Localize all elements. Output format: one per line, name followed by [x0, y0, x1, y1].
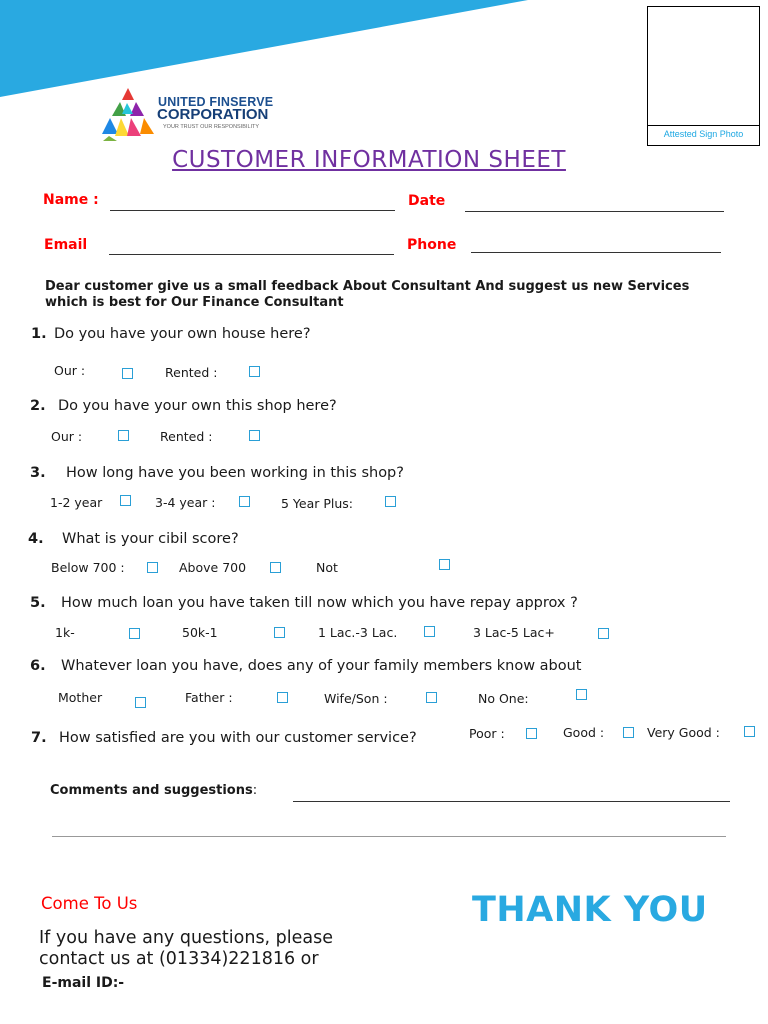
- checkbox[interactable]: [122, 368, 133, 379]
- checkbox[interactable]: [118, 430, 129, 441]
- option-label: Father :: [185, 690, 233, 705]
- email-label: Email: [44, 237, 88, 253]
- checkbox[interactable]: [277, 692, 288, 703]
- option-label: Below 700 :: [51, 560, 125, 575]
- option-label: Good :: [563, 725, 605, 740]
- checkbox[interactable]: [439, 559, 450, 570]
- comments-label: Comments and suggestions:: [50, 783, 258, 798]
- checkbox[interactable]: [426, 692, 437, 703]
- logo-company-suffix: CORPORATION: [157, 106, 269, 123]
- email-id-label: E-mail ID:-: [42, 975, 125, 991]
- option-label: Very Good :: [647, 725, 720, 740]
- option-label: Our :: [54, 363, 86, 378]
- checkbox[interactable]: [129, 628, 140, 639]
- option-label: 1 Lac.-3 Lac.: [318, 625, 398, 640]
- checkbox[interactable]: [239, 496, 250, 507]
- option-label: Not: [316, 560, 338, 575]
- logo-icon: [100, 86, 156, 142]
- checkbox[interactable]: [598, 628, 609, 639]
- checkbox[interactable]: [274, 627, 285, 638]
- date-field[interactable]: [465, 211, 724, 212]
- question-number: 3.: [30, 465, 46, 481]
- question-text: How long have you been working in this shop?: [66, 465, 404, 481]
- option-label: 5 Year Plus:: [281, 496, 354, 511]
- logo-tagline: YOUR TRUST OUR RESPONSIBILITY: [163, 124, 260, 130]
- question-text: How much loan you have taken till now which you have repay approx ?: [61, 595, 578, 611]
- contact-text: If you have any questions, please contact us at (01334)221816 or: [39, 928, 334, 969]
- question-text: Do you have your own house here?: [54, 326, 311, 342]
- thank-you-heading: THANK YOU: [472, 890, 708, 930]
- question-number: 2.: [30, 398, 46, 414]
- question-text: What is your cibil score?: [62, 531, 239, 547]
- come-to-us-heading: Come To Us: [41, 894, 138, 913]
- phone-field[interactable]: [471, 252, 721, 253]
- checkbox[interactable]: [135, 697, 146, 708]
- checkbox[interactable]: [120, 495, 131, 506]
- question-number: 1.: [31, 326, 47, 342]
- option-label: Rented :: [165, 365, 218, 380]
- question-text: Do you have your own this shop here?: [58, 398, 337, 414]
- option-label: 3-4 year :: [155, 495, 216, 510]
- checkbox[interactable]: [576, 689, 587, 700]
- checkbox[interactable]: [249, 430, 260, 441]
- option-label: Our :: [51, 429, 83, 444]
- option-label: No One:: [478, 691, 529, 706]
- comments-field-line-2[interactable]: [52, 836, 726, 837]
- question-number: 6.: [30, 658, 46, 674]
- question-number: 7.: [31, 730, 47, 746]
- checkbox[interactable]: [424, 626, 435, 637]
- checkbox[interactable]: [385, 496, 396, 507]
- question-text: Whatever loan you have, does any of your family members know about: [61, 658, 582, 674]
- checkbox[interactable]: [249, 366, 260, 377]
- name-label: Name :: [43, 192, 99, 208]
- name-field[interactable]: [110, 210, 395, 211]
- intro-text: Dear customer give us a small feedback About Consultant And suggest us new Services which is best for Our Finance Consultant: [45, 279, 690, 310]
- logo-company-name: UNITED FINSERVE: [158, 95, 274, 109]
- photo-caption: Attested Sign Photo: [663, 129, 744, 139]
- option-label: Rented :: [160, 429, 213, 444]
- comments-field-line-1[interactable]: [293, 801, 730, 802]
- page-title: CUSTOMER INFORMATION SHEET: [172, 147, 566, 173]
- checkbox[interactable]: [623, 727, 634, 738]
- option-label: 50k-1: [182, 625, 218, 640]
- photo-box-divider: [647, 125, 760, 126]
- question-number: 5.: [30, 595, 46, 611]
- option-label: 1-2 year: [50, 495, 103, 510]
- email-field[interactable]: [109, 254, 394, 255]
- phone-label: Phone: [407, 237, 457, 253]
- option-label: Mother: [58, 690, 103, 705]
- date-label: Date: [408, 193, 446, 209]
- question-number: 4.: [28, 531, 44, 547]
- checkbox[interactable]: [147, 562, 158, 573]
- option-label: Poor :: [469, 726, 505, 741]
- option-label: Above 700: [179, 560, 247, 575]
- checkbox[interactable]: [744, 726, 755, 737]
- checkbox[interactable]: [526, 728, 537, 739]
- option-label: Wife/Son :: [324, 691, 388, 706]
- option-label: 1k-: [55, 625, 75, 640]
- question-text: How satisfied are you with our customer service?: [59, 730, 417, 746]
- option-label: 3 Lac-5 Lac+: [473, 625, 555, 640]
- checkbox[interactable]: [270, 562, 281, 573]
